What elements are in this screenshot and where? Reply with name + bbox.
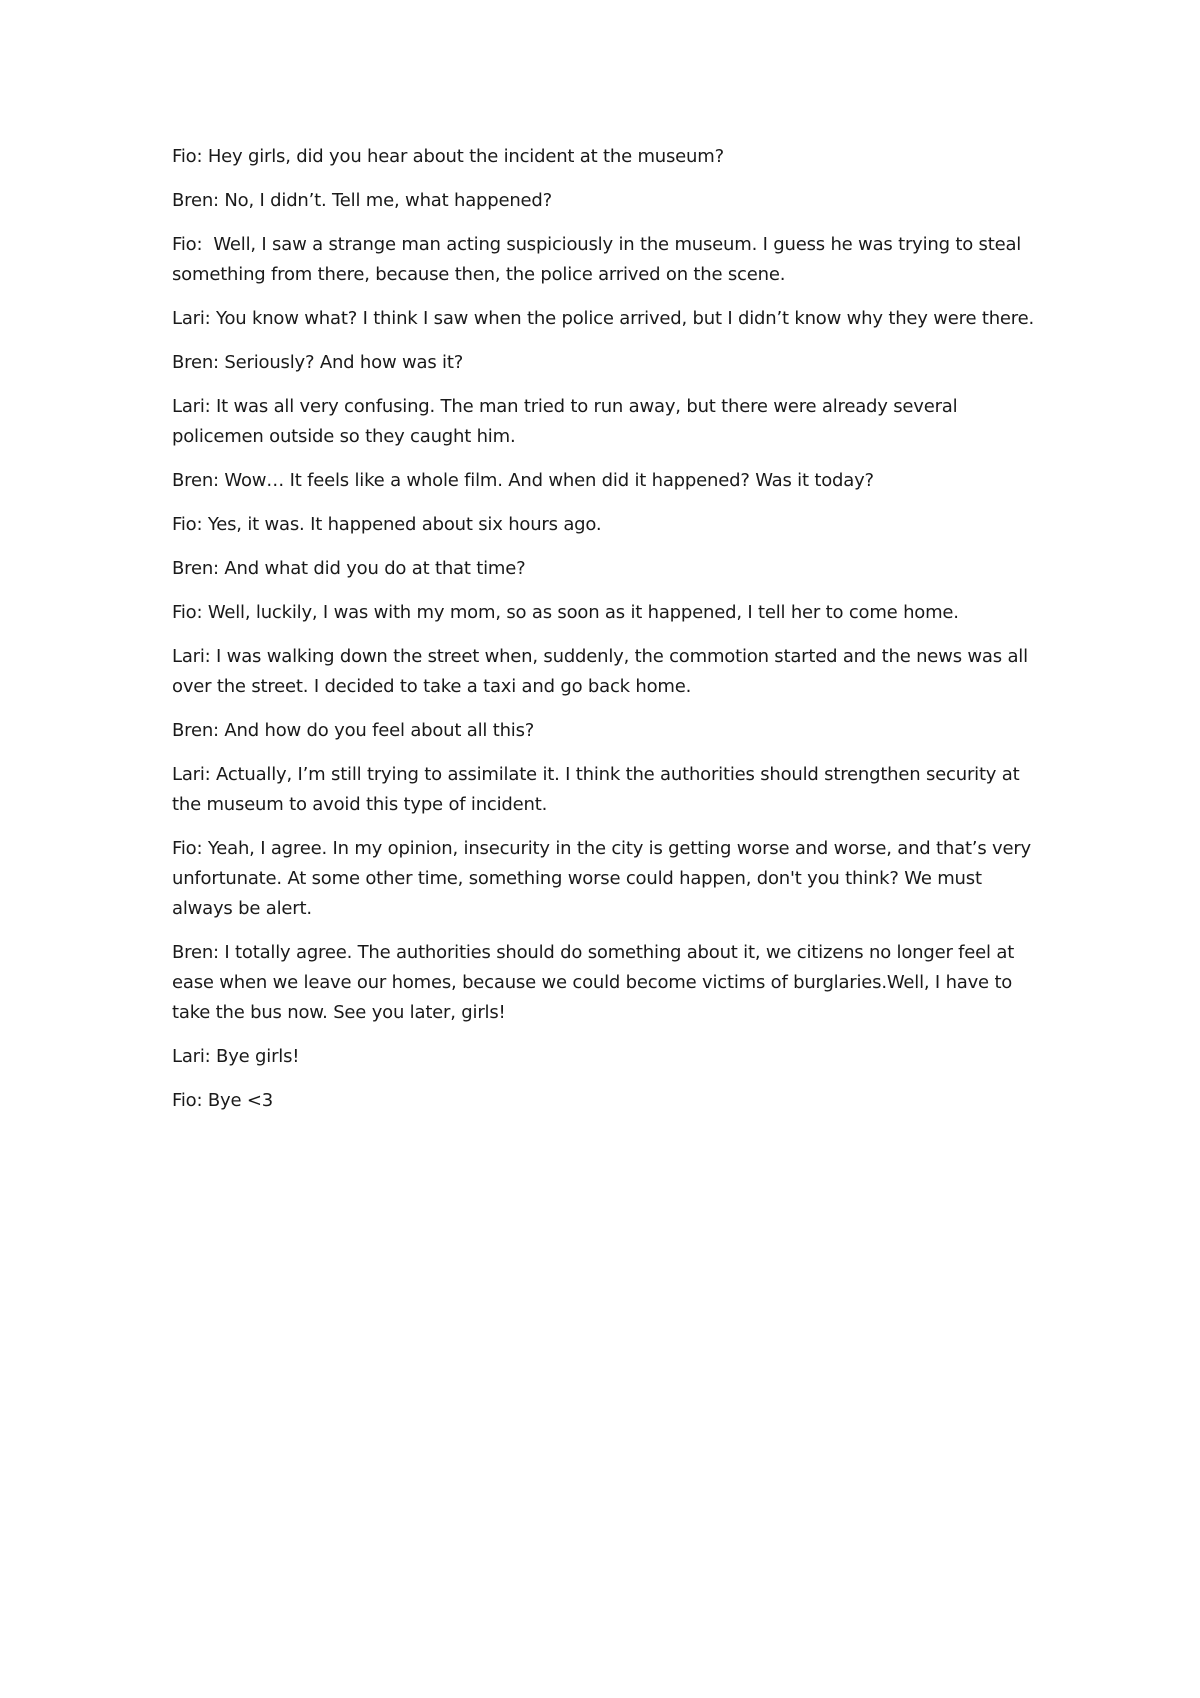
dialogue-body <box>172 142 1038 1130</box>
dialogue-line: Bren: No, I didn’t. Tell me, what happened? <box>172 190 553 211</box>
dialogue-line: Fio: Yes, it was. It happened about six hours ago. <box>172 514 602 535</box>
dialogue-line: Bren: Seriously? And how was it? <box>172 352 464 373</box>
dialogue-line: Fio: Yeah, I agree. In my opinion, insecurity in the city is getting worse and worse, and that’s very unfortunate. At some other time, something worse could happen, don't you think? We must always be alert. <box>172 838 1037 919</box>
dialogue-line: Fio: Well, I saw a strange man acting suspiciously in the museum. I guess he was trying to steal something from there, because then, the police arrived on the scene. <box>172 234 1027 285</box>
dialogue-line: Lari: It was all very confusing. The man tried to run away, but there were already several policemen outside so they caught him. <box>172 396 963 447</box>
dialogue-line: Fio: Well, luckily, I was with my mom, so as soon as it happened, I tell her to come home. <box>172 602 959 623</box>
dialogue-line: Bren: And what did you do at that time? <box>172 558 526 579</box>
dialogue-line: Fio: Hey girls, did you hear about the incident at the museum? <box>172 146 724 167</box>
dialogue-line: Bren: Wow… It feels like a whole film. And when did it happened? Was it today? <box>172 470 874 491</box>
dialogue-line: Bren: I totally agree. The authorities should do something about it, we citizens no longer feel at ease when we leave our homes, because we could become victims of burglaries.Well, I have to take the bus now. See you later, girls! <box>172 942 1020 1023</box>
dialogue-line: Lari: Actually, I’m still trying to assimilate it. I think the authorities should strengthen security at the museum to avoid this type of incident. <box>172 764 1025 815</box>
dialogue-line: Lari: You know what? I think I saw when the police arrived, but I didn’t know why they were there. <box>172 308 1034 329</box>
dialogue-line: Lari: I was walking down the street when, suddenly, the commotion started and the news was all over the street. I decided to take a taxi and go back home. <box>172 646 1034 697</box>
dialogue-line: Fio: Bye <3 <box>172 1090 273 1111</box>
dialogue-line: Lari: Bye girls! <box>172 1046 300 1067</box>
dialogue-line: Bren: And how do you feel about all this? <box>172 720 535 741</box>
